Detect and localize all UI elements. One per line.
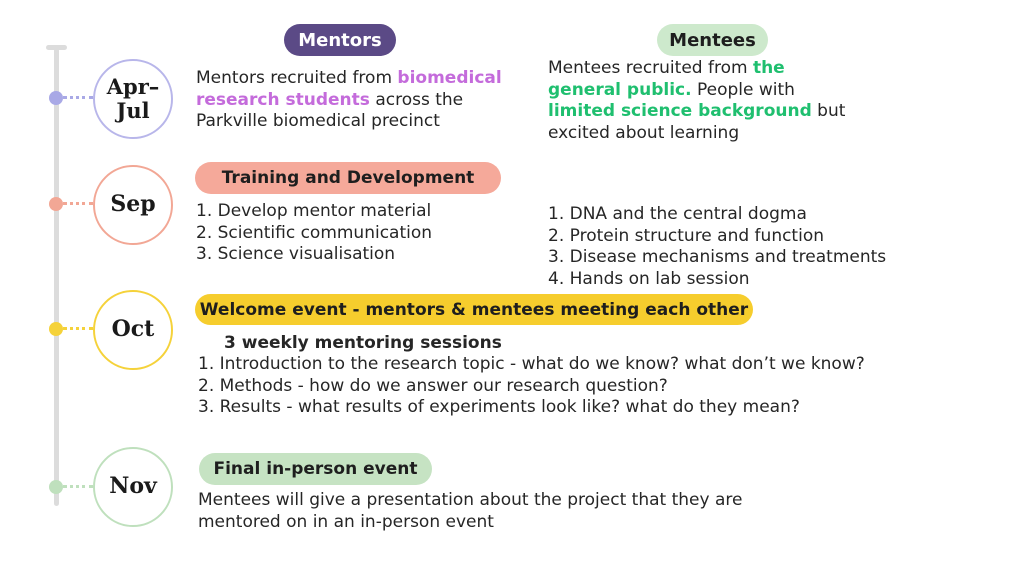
training-title: Training and Development: [221, 168, 475, 188]
timeline-circle-oct: [93, 290, 173, 370]
timeline-label-sep: Sep: [110, 191, 156, 218]
timeline-circle-apr-jul: [93, 59, 173, 139]
list-item: 3. Science visualisation: [196, 244, 396, 264]
final-event-description: [198, 490, 742, 533]
mentee-training-list: [548, 204, 886, 290]
timeline-label-nov: Nov: [109, 473, 157, 500]
list-item: 4. Hands on lab session: [548, 268, 750, 289]
mentees-highlight-2: limited science background: [548, 101, 812, 121]
timeline-line: [54, 48, 59, 506]
timeline-label-oct: Oct: [111, 316, 155, 343]
timeline-connector-sep: [63, 202, 93, 205]
timeline-connector-oct: [63, 327, 93, 330]
mentors-description: Mentors recruited from biomedical research students across the Parkville biomedical precinct: [196, 68, 502, 131]
timeline-dot-oct: [49, 322, 63, 336]
mentees-description: Mentees recruited from the general public. People with limited science background but excited about learning: [548, 58, 846, 143]
mentors-header-label: Mentors: [298, 29, 382, 51]
welcome-event-title: Welcome event - mentors & mentees meeting each other: [199, 299, 749, 320]
final-line-2: mentored on in an in-person event: [198, 511, 494, 532]
final-event-title: Final in-person event: [213, 459, 418, 479]
final-line-1: Mentees will give a presentation about the project that they are: [198, 490, 743, 510]
list-item: 1. Develop mentor material: [196, 201, 432, 221]
mentees-highlight-1b: general public.: [548, 79, 692, 100]
mentees-header: [657, 24, 768, 56]
timeline-dot-sep: [49, 197, 63, 211]
list-item: 2. Protein structure and function: [548, 225, 825, 246]
mentors-header: [284, 24, 396, 56]
weekly-sessions-list: [198, 354, 865, 419]
timeline-circle-nov: [93, 447, 173, 527]
final-event-pill: [199, 453, 432, 485]
timeline-connector-apr-jul: [63, 96, 93, 99]
mentors-text-highlight-a: biomedical: [397, 68, 502, 88]
list-item: 3. Disease mechanisms and treatments: [548, 247, 887, 267]
timeline-label-apr-jul: Apr– Jul: [106, 73, 160, 123]
mentors-text-highlight-b: research students: [196, 89, 370, 110]
list-item: 2. Methods - how do we answer our research question?: [198, 375, 668, 396]
weekly-sessions-heading: 3 weekly mentoring sessions: [224, 333, 502, 353]
mentor-training-list: [196, 201, 432, 266]
training-pill: [195, 162, 501, 194]
timeline-dot-apr-jul: [49, 91, 63, 105]
timeline-circle-sep: [93, 165, 173, 245]
mentees-text-pre: Mentees recruited from: [548, 58, 753, 78]
welcome-event-pill: [195, 294, 753, 325]
timeline-connector-nov: [63, 485, 93, 488]
mentees-header-label: Mentees: [669, 29, 756, 51]
mentors-text-pre: Mentors recruited from: [196, 68, 398, 88]
list-item: 3. Results - what results of experiments look like? what do they mean?: [198, 397, 800, 417]
timeline-dot-nov: [49, 480, 63, 494]
list-item: 1. Introduction to the research topic - what do we know? what don’t we know?: [198, 354, 865, 374]
list-item: 1. DNA and the central dogma: [548, 204, 807, 224]
list-item: 2. Scientific communication: [196, 222, 433, 243]
mentees-highlight-1a: the: [752, 58, 785, 78]
